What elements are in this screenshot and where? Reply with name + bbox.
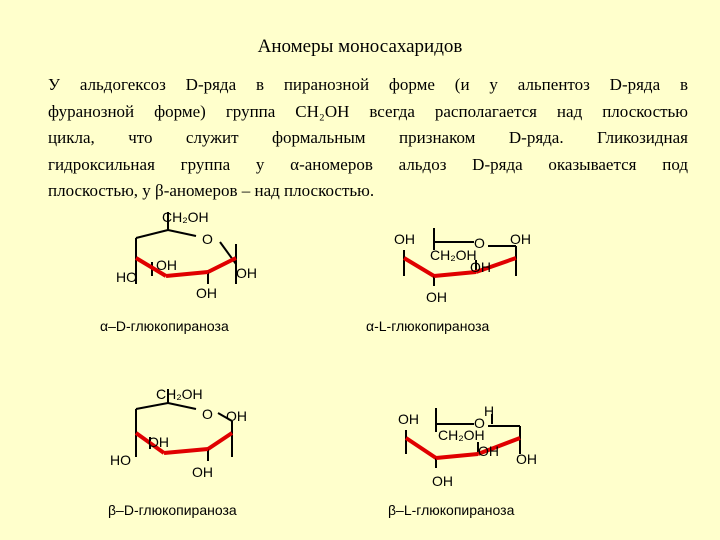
paragraph-line: цикла, что служит формальным признаком D-ряда. Гликозидная	[48, 128, 688, 147]
oh-bottom-label: OH	[196, 285, 217, 301]
ho-label: HO	[110, 452, 131, 468]
oh-ring-label: OH	[148, 434, 169, 450]
oh-right-label: OH	[516, 451, 537, 467]
beta-l-glucopyranose-structure	[392, 402, 562, 494]
oh-ring-label: OH	[470, 259, 491, 275]
oh-right-label: OH	[510, 231, 531, 247]
oh-ring-label: OH	[478, 443, 499, 459]
alpha-d-caption: α–D-глюкопираноза	[100, 318, 229, 334]
oh-right-label: OH	[236, 265, 257, 281]
ring-oxygen-label: O	[202, 231, 213, 247]
oh-ring-label: OH	[156, 257, 177, 273]
ring-oxygen-label: O	[474, 415, 485, 431]
oh-top-label: OH	[226, 408, 247, 424]
alpha-l-caption: α-L-глюкопираноза	[366, 318, 490, 334]
beta-d-caption: β–D-глюкопираноза	[108, 502, 237, 518]
paragraph-line: У альдогексоз D-ряда в пиранозной форме (и у альпентоз D-ряда в	[48, 75, 688, 94]
beta-l-caption: β–L-глюкопираноза	[388, 502, 515, 518]
paragraph-line: плоскостью, у β-аномеров – над плоскостью.	[48, 181, 375, 200]
h-top-label: H	[484, 403, 495, 419]
ch2oh-label: CH₂OH	[156, 386, 203, 402]
alpha-l-glucopyranose-structure	[390, 220, 550, 315]
ho-label: HO	[116, 269, 137, 285]
oh-bottom-label: OH	[432, 473, 453, 489]
ring-oxygen-label: O	[474, 235, 485, 251]
paragraph-line: гидроксильная группа у α-аномеров альдоз D-ряда оказывается под	[48, 154, 688, 174]
body-paragraph	[48, 72, 688, 205]
beta-d-glucopyranose-structure	[110, 385, 270, 490]
slide-title: Аномеры моносахаридов	[257, 36, 463, 57]
ch2oh-label: CH₂OH	[162, 209, 209, 225]
paragraph-line: фуранозной форме) группа CH₂OH всегда располагается над плоскостью	[48, 101, 688, 121]
alpha-d-glucopyranose-structure	[110, 200, 270, 310]
oh-left-label: OH	[398, 411, 419, 427]
oh-left-label: OH	[394, 231, 415, 247]
ch2oh-label: CH₂OH	[438, 427, 485, 443]
ring-oxygen-label: O	[202, 406, 213, 422]
oh-bottom-label: OH	[192, 464, 213, 480]
ch2oh-label: CH₂OH	[430, 247, 477, 263]
oh-bottom-label: OH	[426, 289, 447, 305]
